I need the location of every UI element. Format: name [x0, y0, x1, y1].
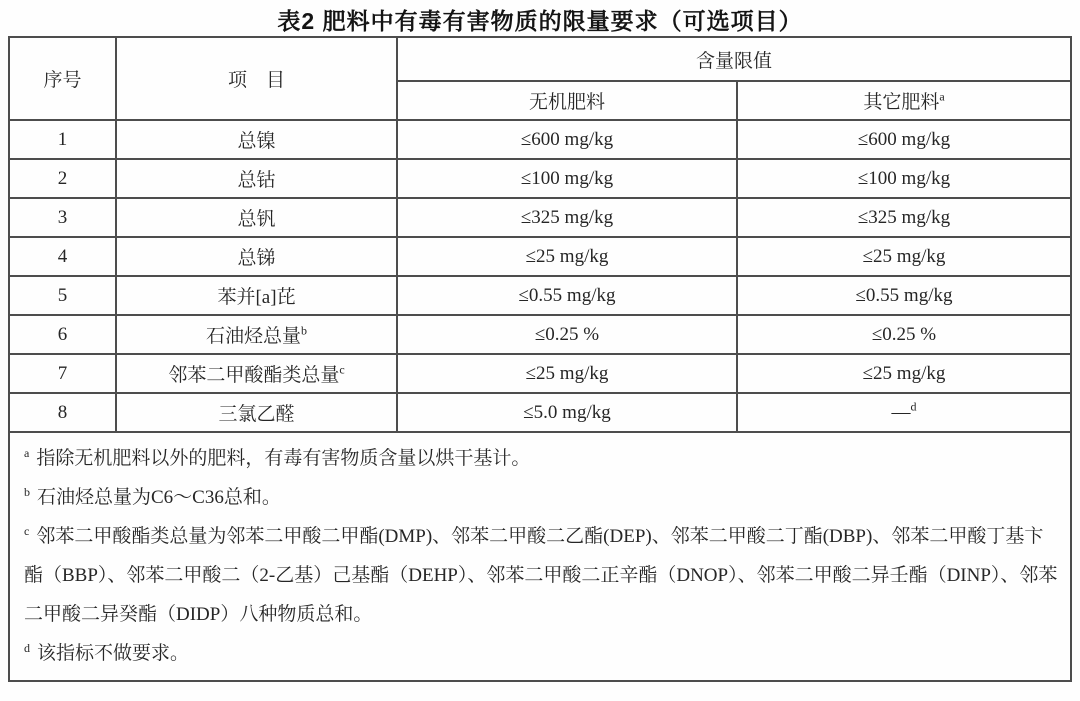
row-other-value: [737, 198, 1071, 237]
table-row-5: [9, 276, 1071, 315]
header-inorganic: 无机肥料: [397, 81, 737, 120]
row-item: [116, 159, 397, 198]
row-other-label: ≤25 mg/kg: [862, 362, 946, 384]
row-item: [116, 276, 397, 315]
footnote-row: [9, 432, 1071, 681]
row-item-sup: b: [301, 323, 307, 338]
row-other-value: [737, 276, 1071, 315]
row-item-label: 邻苯二甲酸酯类总量: [168, 365, 340, 386]
table-row-1: [9, 120, 1071, 159]
row-item: [116, 354, 397, 393]
row-item-label: 三氯乙醛: [218, 404, 295, 425]
header-row-1: [9, 37, 1071, 81]
limits-table: [8, 36, 1072, 682]
row-other-label: ≤600 mg/kg: [857, 128, 951, 150]
footnote-b-marker: b: [24, 484, 30, 499]
table-row-7: [9, 354, 1071, 393]
footnote-a-text: 指除无机肥料以外的肥料，有毒有害物质含量以烘干基计。: [36, 448, 531, 469]
row-item-sup: c: [339, 362, 345, 377]
footnote-c-text: 邻苯二甲酸酯类总量为邻苯二甲酸二甲酯(DMP)、邻苯二甲酸二乙酯(DEP)、邻苯二甲酸二丁酯(DBP)、邻苯二甲酸丁基卞酯（BBP）、邻苯二甲酸二（2-乙基）己基酯（DEHP）、邻苯二甲酸二正辛酯（DNOP）、邻苯二甲酸二异壬酯（DINP）、邻苯二甲酸二异癸酯（DIDP）八种物质总和。: [24, 526, 1058, 625]
row-item-label: 总钒: [237, 209, 276, 230]
header-other: [737, 81, 1071, 120]
footnote-b-text: 石油烃总量为C6～C36总和。: [37, 487, 281, 508]
header-limit: 含量限值: [397, 37, 1071, 81]
footnote-b: [24, 478, 1060, 517]
footnote-a-marker: a: [24, 445, 30, 460]
header-other-sup: a: [939, 89, 945, 104]
row-item-label: 苯并[a]芘: [217, 287, 296, 308]
row-other-label: ≤100 mg/kg: [857, 167, 951, 189]
footnote-c-marker: c: [24, 523, 30, 538]
row-no: 8: [9, 393, 116, 432]
row-no: 5: [9, 276, 116, 315]
row-other-label: ≤25 mg/kg: [862, 245, 946, 267]
table-title: 表2 肥料中有毒有害物质的限量要求（可选项目）: [277, 8, 803, 34]
row-item: [116, 315, 397, 354]
row-other-label: —: [891, 401, 911, 423]
table-row-8: [9, 393, 1071, 432]
row-other-value: [737, 393, 1071, 432]
row-other-label: ≤0.55 mg/kg: [855, 284, 953, 306]
row-inorganic-value: ≤325 mg/kg: [397, 198, 737, 237]
table-row-2: [9, 159, 1071, 198]
row-other-value: [737, 159, 1071, 198]
footnote-d-marker: d: [24, 640, 30, 655]
row-other-value: [737, 237, 1071, 276]
row-inorganic-value: ≤0.25 %: [397, 315, 737, 354]
row-inorganic-value: ≤25 mg/kg: [397, 354, 737, 393]
table-header: [9, 37, 1071, 120]
footnote-d: [24, 634, 1060, 673]
row-inorganic-value: ≤0.55 mg/kg: [397, 276, 737, 315]
row-inorganic-value: ≤25 mg/kg: [397, 237, 737, 276]
row-other-value: [737, 120, 1071, 159]
row-item-label: 总钴: [237, 170, 276, 191]
row-no: 7: [9, 354, 116, 393]
row-no: 6: [9, 315, 116, 354]
table-body: [9, 120, 1071, 432]
row-other-value: [737, 354, 1071, 393]
row-other-value: [737, 315, 1071, 354]
footnote-a: [24, 439, 1060, 478]
header-item: 项 目: [116, 37, 397, 120]
row-item-label: 石油烃总量: [205, 326, 301, 347]
footnote-d-text: 该指标不做要求。: [37, 643, 190, 664]
row-other-label: ≤0.25 %: [871, 323, 937, 345]
row-item-label: 总锑: [237, 248, 276, 269]
header-no: 序号: [9, 37, 116, 120]
row-inorganic-value: ≤5.0 mg/kg: [397, 393, 737, 432]
table-row-6: [9, 315, 1071, 354]
row-inorganic-value: ≤100 mg/kg: [397, 159, 737, 198]
table-row-4: [9, 237, 1071, 276]
row-item: [116, 237, 397, 276]
row-no: 3: [9, 198, 116, 237]
row-item: [116, 198, 397, 237]
row-item: [116, 120, 397, 159]
footnote-c: [24, 517, 1060, 634]
row-no: 1: [9, 120, 116, 159]
row-item-label: 总镍: [237, 131, 276, 152]
row-no: 2: [9, 159, 116, 198]
row-item: [116, 393, 397, 432]
footnote-cell: [9, 432, 1071, 681]
row-no: 4: [9, 237, 116, 276]
header-other-label: 其它肥料: [863, 92, 940, 113]
row-other-sup: d: [910, 399, 917, 414]
table-footnotes: [9, 432, 1071, 681]
row-other-label: ≤325 mg/kg: [857, 206, 951, 228]
row-inorganic-value: ≤600 mg/kg: [397, 120, 737, 159]
table-row-3: [9, 198, 1071, 237]
